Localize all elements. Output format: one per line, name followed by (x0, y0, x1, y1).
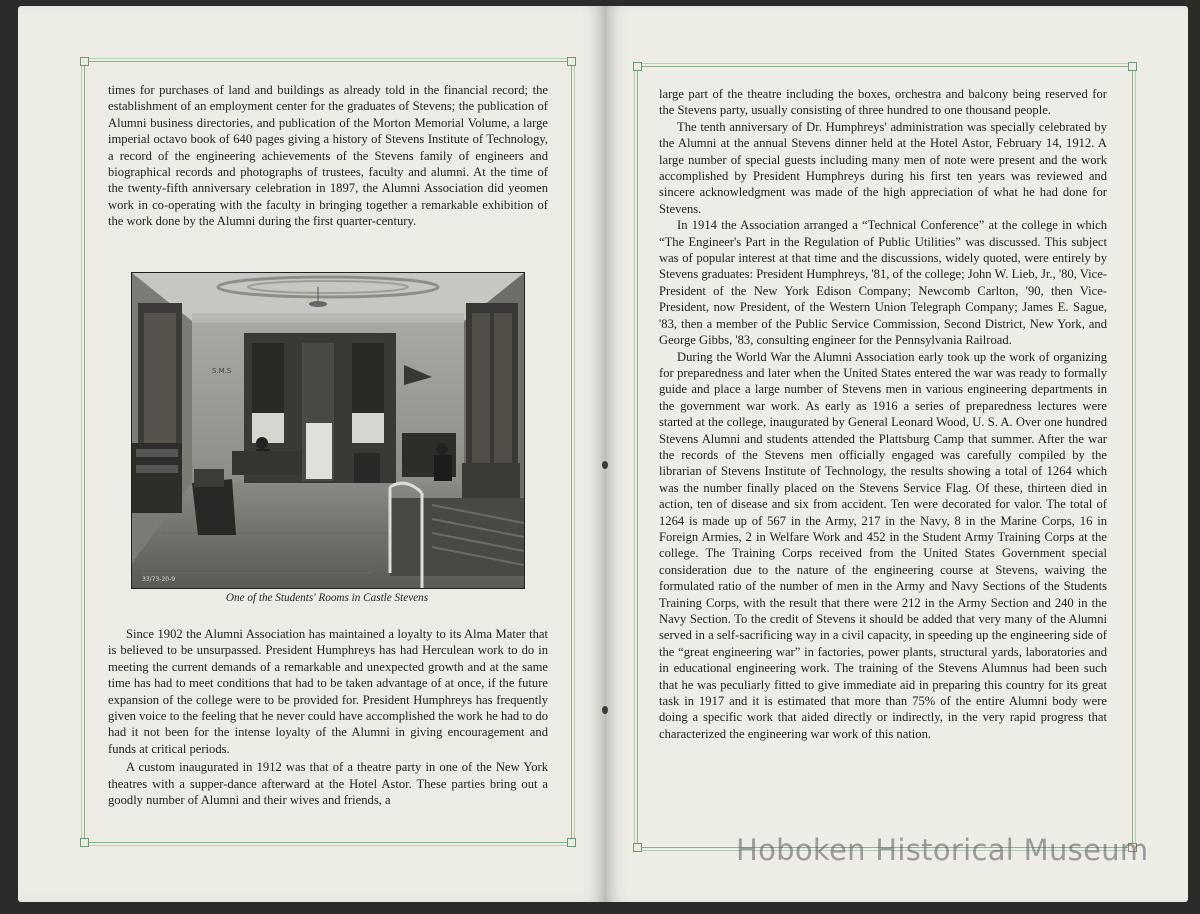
paragraph-theatre-custom: A custom inaugurated in 1912 was that of a theatre party in one of the New York theatres with a supper-dance afterward at the Hotel Astor. These parties bring out a goodly number of Alumni and their wives and friends, a (108, 760, 548, 808)
binding-hole (602, 461, 608, 469)
paragraph-since-1902: Since 1902 the Alumni Association has maintained a loyalty to its Alma Mater that is believed to be unsurpassed. President Humphreys has had Herculean work to do in meeting the current demands of a remarkable and unexpected growth and at the same time has had to meet conditions that had to be taken advantage of at once, if the future expansion of the college were to be provided for. President Humphreys has frequently given voice to the feeling that he never could have accomplished the work he had to do had it not been for the intense loyalty of the Alumni in giving encouragement and funds at critical periods. (108, 627, 548, 756)
wall-sign: S.M.S (212, 367, 232, 375)
paragraph-tenth-anniversary: The tenth anniversary of Dr. Humphreys' administration was specially celebrated by the Alumni at the annual Stevens dinner held at the Hotel Astor, February 14, 1912. A large number of special guests including many men of note were present and the work accomplished by President Humphreys during his first ten years was reviewed and sincere acknowledgment was made of the high appreciation of what he had done for Stevens. (659, 119, 1107, 216)
paragraph-history: times for purchases of land and buildings as already told in the financial record; the establishment of an employment center for the graduates of Stevens; the publication of Alumni business directories, and publication of the Morton Memorial Volume, a large imperial octavo book of 640 pages giving a history of Stevens Institute of Technology, a record of the engineering achievements of the Stevens family of engineers and biographical records and photographs of trustees, faculty and alumni. At the time of the twenty-fifth anniversary celebration in 1897, the Alumni Association did yeomen work in co-operating with the faculty in bringing together a remarkable exhibition of the work done by the Alumni during the first quarter-century. (108, 83, 548, 229)
paragraph-technical-conference: In 1914 the Association arranged a “Technical Conference” at the college in which “The Engineer's Part in the Regulation of Public Utilities” was discussed. This subject was of popular interest at that time and the discussions, widely quoted, were entirely by Stevens graduates: President Humphreys, '81, of the college; John W. Lieb, Jr., '80, Vice-President of the New York Edison Company; Newcomb Carlton, '90, then Vice-President, now President, of the Western Union Telegraph Company; James E. Sague, '83, then a member of the Public Service Commission, Second District, New York, and George Gibbs, '83, consulting engineer for the Pennsylvania Railroad. (659, 218, 1107, 348)
right-page (606, 6, 1188, 902)
paragraph-world-war: During the World War the Alumni Association early took up the work of organizing for preparedness and later when the United States entered the war was ready to formally guide and place a large number of Stevens men in various engineering departments in the government war work. As early as 1916 a series of preparedness lectures were started at the college, inaugurated by General Leonard Wood, U. S. A. Over one hundred Stevens Alumni and students attended the Plattsburg Camp that summer. After the war the records of the Stevens men officially engaged was carefully compiled by the librarian of Stevens Institute of Technology, the results showing a total of 1264 which was the number finally placed on the Stevens Service Flag. Of these, thirteen died in action, ten of disease and six from accident. Ten were decorated for valor. The total of 1264 is made up of 567 in the Army, 217 in the Navy, 8 in the Marine Corps, 16 in Foreign Armies, 2 in Welfare Work and 452 in the Student Army Training Corps at the college. The Training Corps received from the United States Government special consideration due to the nature of the engineering course at Stevens, waiving the formulated ratio of the number of men in the Army and Navy Sections of the Students Training Corps, with the result that there were 212 in the Army Section and 240 in the Navy Section. To the credit of Stevens it should be added that very many of the Alumni served in a self-sacrificing way in a civil capacity, in speeding up the engineering side of the “great engineering war” in factories, power plants, structural yards, laboratories and in educational engineering work. The training of the Stevens Alumnus had been such that he was peculiarly fitted to give immediate aid in preparing this country for its great task in 1917 and it is estimated that more than 75% of the entire Alumni body were doing a specific work that aided directly or indirectly, in the very rapid progress that characterized the engineering war work of this nation. (659, 349, 1107, 741)
left-page (18, 6, 606, 902)
binding-hole (602, 706, 608, 714)
paragraph-theatre-continued: large part of the theatre including the boxes, orchestra and balcony being reserved for the Stevens party, usually consisting of three hundred to one thousand people. (659, 87, 1107, 118)
photo-signature: 33/73-20-9 (142, 576, 176, 583)
photo-caption: One of the Students' Rooms in Castle Stevens (225, 592, 429, 604)
left-text-top (108, 82, 548, 230)
museum-watermark: Hoboken Historical Museum (736, 833, 1149, 867)
left-text-bottom (108, 626, 548, 808)
right-text (659, 86, 1107, 742)
students-room-photo (131, 272, 525, 589)
